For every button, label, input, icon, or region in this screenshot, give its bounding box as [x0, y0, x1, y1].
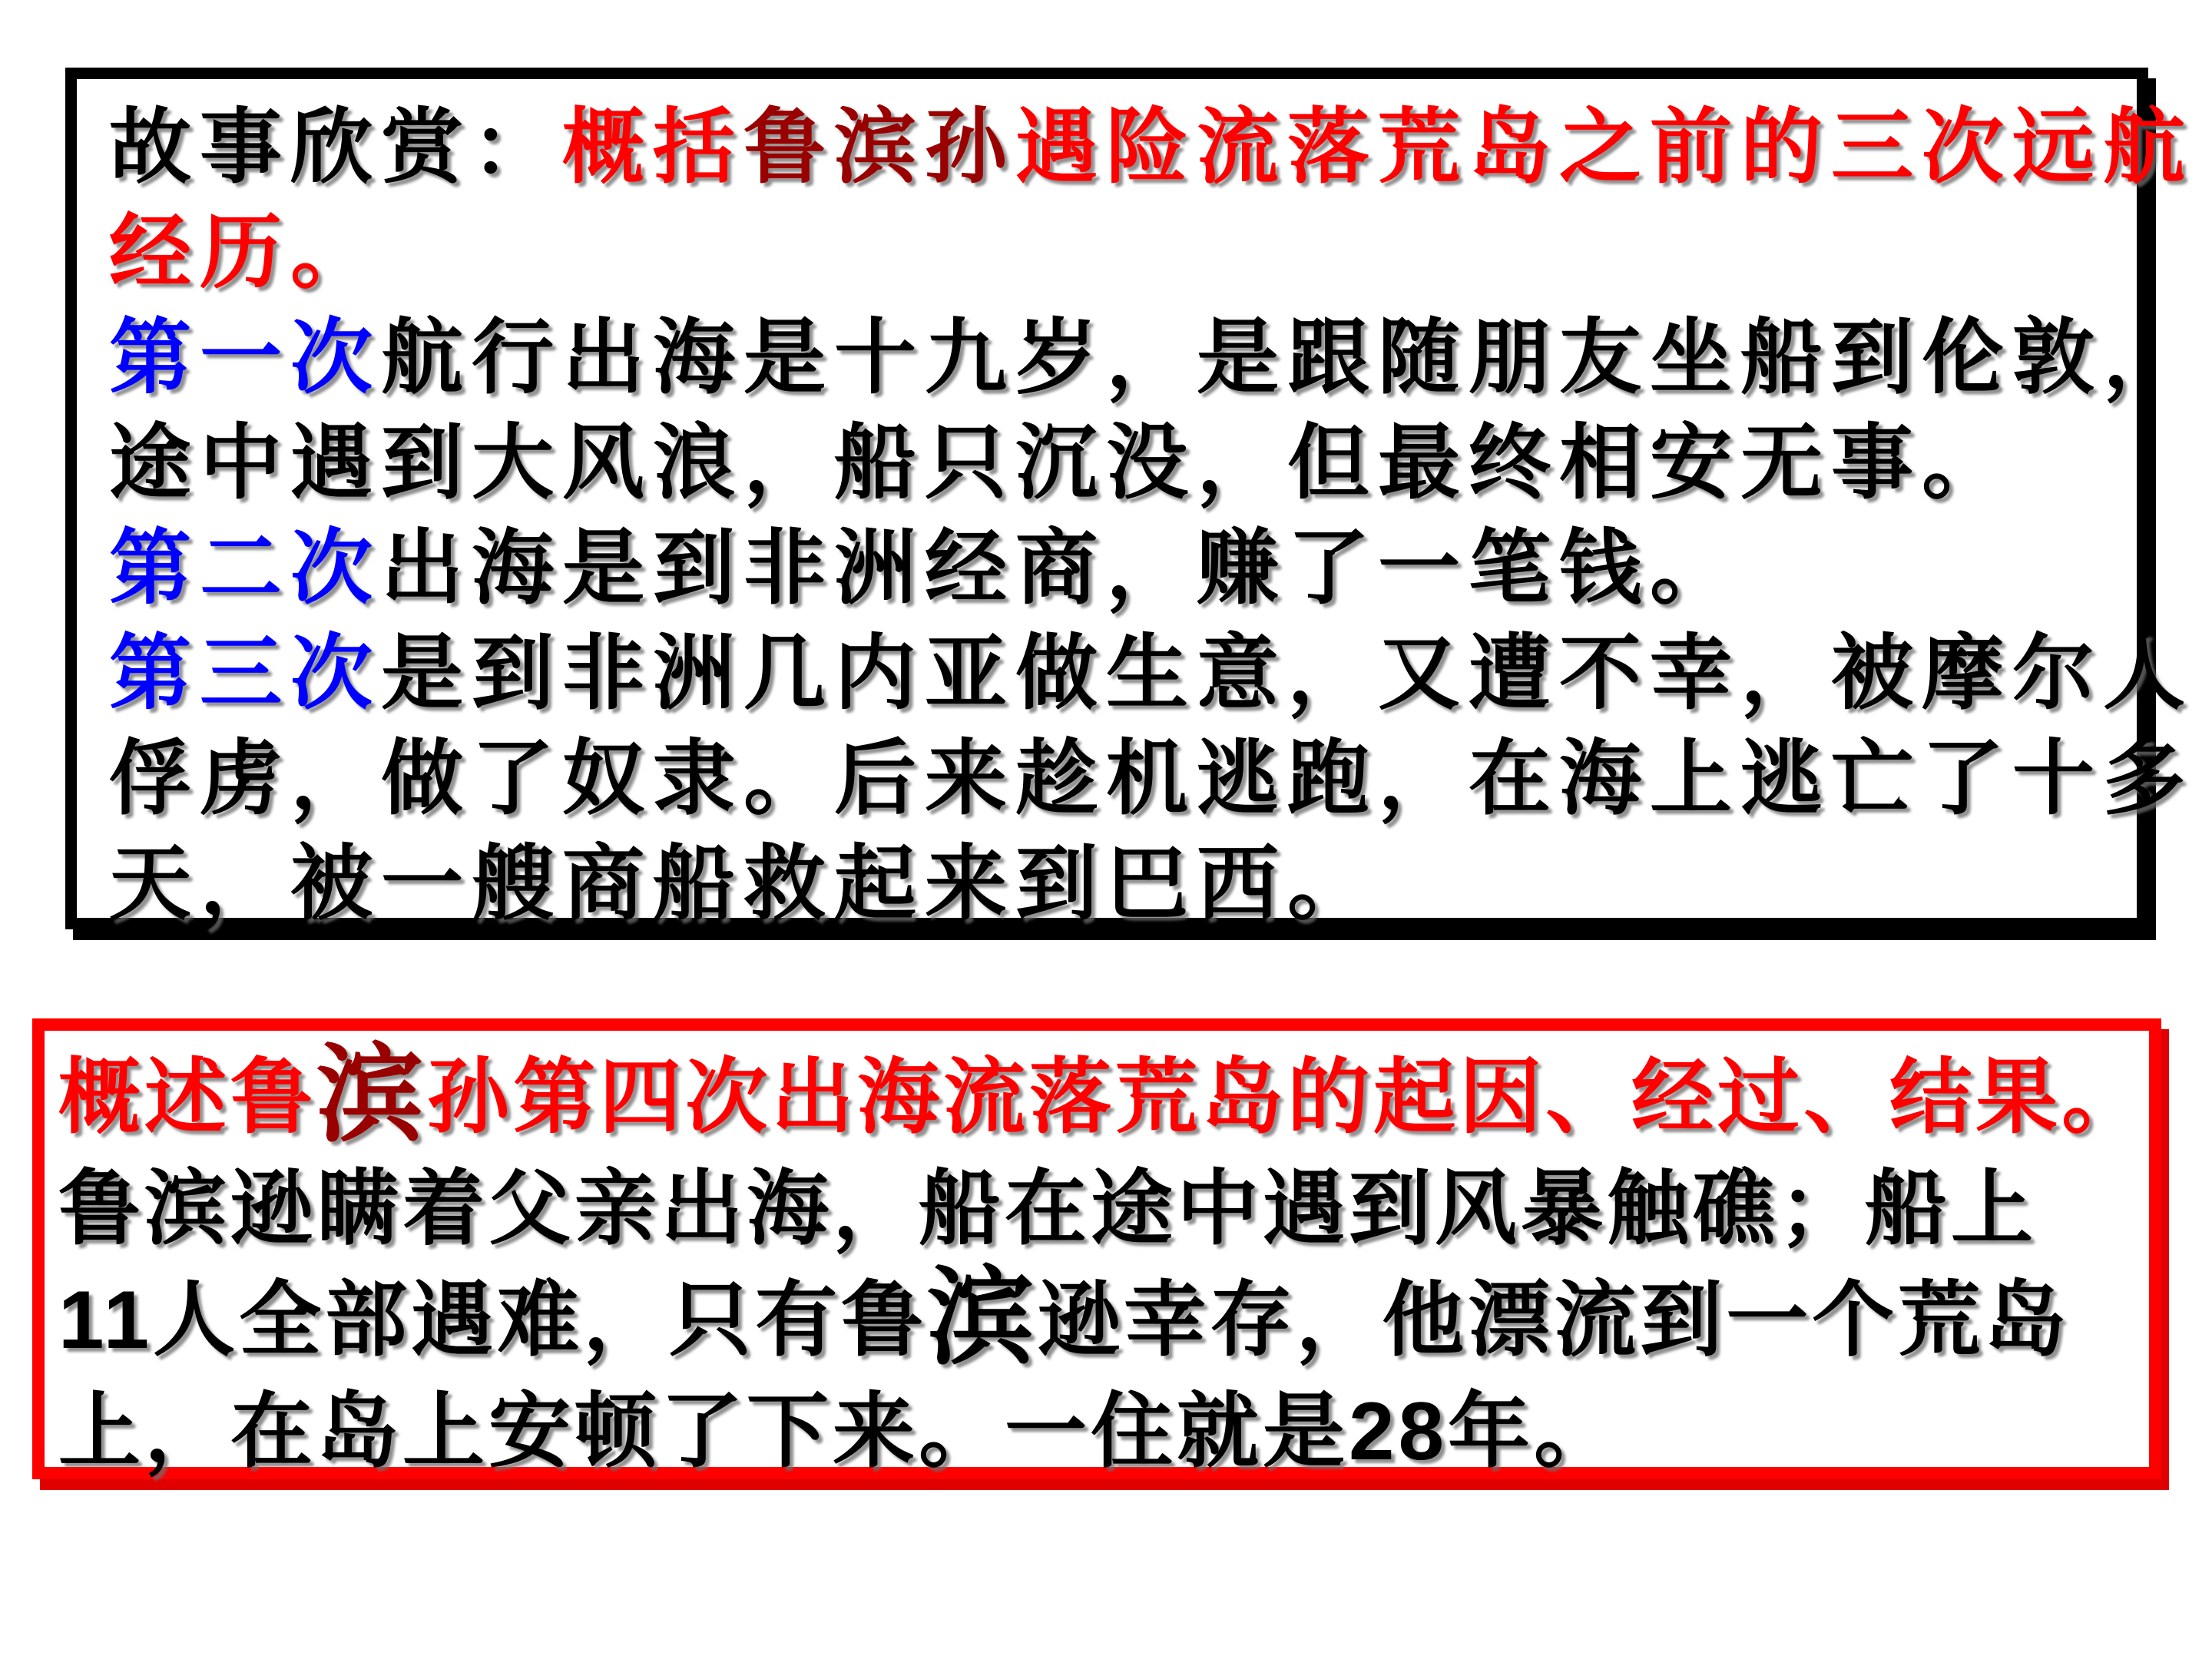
text-segment: 出海是到非洲经商，赚了一笔钱。 [381, 522, 1741, 614]
text-segment: 遇险流落荒岛之前的三次远航 [1015, 101, 2194, 193]
text-segment: 概括 [562, 101, 744, 193]
summary-line-2 [58, 1153, 2149, 1264]
voyage-1-label: 第一次 [109, 311, 382, 403]
text-segment: 上，在岛上安顿了下来。一住就是28年。 [58, 1385, 1621, 1477]
text-segment: 概述鲁 [58, 1051, 317, 1143]
text-segment: 鲁滨逊瞒着父亲出海，船在途中遇到风暴触礁；船上 [58, 1162, 2038, 1254]
character-name-big-glyph: 滨 [316, 1035, 428, 1155]
text-segment: 是到非洲几内亚做生意，又遭不幸，被摩尔人 [381, 627, 2194, 719]
character-name-big-glyph: 滨 [927, 1258, 1038, 1378]
text-segment: 逊幸存，他漂流到一个荒岛 [1038, 1273, 2071, 1366]
story-line-8 [109, 831, 2137, 936]
story-line-6 [109, 621, 2194, 726]
summary-line-1 [58, 1035, 2149, 1155]
story-line-2 [109, 200, 2137, 305]
character-name-segment: 鲁滨孙 [743, 101, 1016, 193]
story-heading-label: 故事欣赏： [109, 101, 563, 193]
voyage-2-label: 第二次 [109, 522, 382, 614]
text-segment: 11人全部遇难，只有鲁 [58, 1273, 928, 1366]
story-line-3 [109, 305, 2194, 410]
summary-box [32, 1018, 2161, 1479]
text-segment: 俘虏，做了奴隶。后来趁机逃跑，在海上逃亡了十多 [109, 732, 2194, 824]
story-line-1 [109, 94, 2194, 200]
text-segment: 天，被一艘商船救起来到巴西。 [109, 837, 1379, 929]
summary-line-3 [58, 1258, 2149, 1378]
story-review-box [65, 68, 2194, 929]
voyage-3-label: 第三次 [109, 627, 382, 719]
text-segment: 孙第四次出海流落荒岛的起因、经过、结果。 [427, 1051, 2148, 1143]
story-line-4 [109, 410, 2137, 515]
text-segment: 经历。 [109, 206, 382, 298]
text-segment: 航行出海是十九岁，是跟随朋友坐船到伦敦， [381, 311, 2194, 403]
story-line-7 [109, 726, 2194, 831]
story-line-5 [109, 515, 2137, 621]
text-segment: 途中遇到大风浪，船只沉没，但最终相安无事。 [109, 416, 2013, 508]
summary-line-4 [58, 1376, 2149, 1487]
